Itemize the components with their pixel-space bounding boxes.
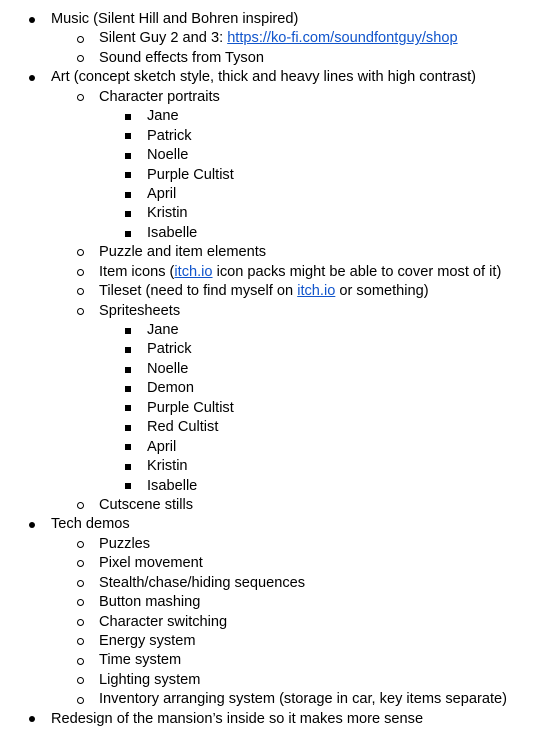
list-item-text	[99, 282, 429, 301]
text-run: Patrick	[147, 127, 192, 144]
square-bullet-icon	[121, 399, 135, 418]
list-item	[0, 49, 539, 68]
circle-bullet-icon	[73, 632, 87, 651]
text-run: Red Cultist	[147, 419, 219, 436]
text-run: Kristin	[147, 205, 188, 222]
list-item	[0, 263, 539, 282]
list-item-text	[99, 535, 150, 554]
text-run: Noelle	[147, 147, 189, 164]
text-run: Puzzle and item elements	[99, 244, 267, 261]
square-bullet-icon	[121, 457, 135, 476]
square-bullet-icon	[121, 360, 135, 379]
list-item-text	[99, 671, 200, 690]
list-item	[0, 438, 539, 457]
list-item	[0, 146, 539, 165]
text-run: Jane	[147, 322, 179, 338]
list-item-text	[147, 224, 197, 243]
list-item	[0, 224, 539, 243]
list-item	[0, 671, 539, 690]
text-run: Noelle	[147, 360, 189, 377]
square-bullet-icon	[121, 418, 135, 437]
text-run: Kristin	[147, 458, 188, 475]
list-item	[0, 340, 539, 359]
list-item-text	[147, 204, 188, 223]
text-run: Tileset (need to find myself on	[99, 283, 298, 300]
text-run: Patrick	[147, 341, 192, 358]
hyperlink[interactable]: itch.io	[174, 263, 213, 280]
list-item-text	[147, 127, 192, 146]
circle-bullet-icon	[73, 496, 87, 515]
circle-bullet-icon	[73, 88, 87, 107]
list-item	[0, 29, 539, 48]
disc-bullet-icon	[25, 515, 39, 534]
list-item	[0, 457, 539, 476]
text-run: icon packs might be able to cover most of it)	[212, 263, 502, 280]
list-item-text	[99, 574, 305, 593]
disc-bullet-icon	[25, 68, 39, 87]
text-run: Tech demos	[51, 516, 130, 533]
list-item	[0, 10, 539, 29]
text-run: Purple Cultist	[147, 399, 234, 416]
list-item-text	[147, 379, 194, 398]
text-run: Puzzles	[99, 535, 151, 552]
list-item	[0, 243, 539, 262]
square-bullet-icon	[121, 224, 135, 243]
text-run: or something)	[335, 283, 429, 300]
square-bullet-icon	[121, 146, 135, 165]
list-item-text	[99, 651, 181, 670]
text-run: Pixel movement	[99, 555, 203, 572]
square-bullet-icon	[121, 379, 135, 398]
list-item-text	[99, 496, 193, 515]
circle-bullet-icon	[73, 49, 87, 68]
square-bullet-icon	[121, 321, 135, 340]
circle-bullet-icon	[73, 535, 87, 554]
text-run: Lighting system	[99, 671, 201, 688]
list-item-text	[147, 146, 188, 165]
text-run: Demon	[147, 380, 195, 397]
list-item-text	[51, 710, 423, 729]
list-item	[0, 282, 539, 301]
list-item-text	[99, 632, 196, 651]
list-item	[0, 632, 539, 651]
list-item	[0, 574, 539, 593]
list-item-text	[147, 399, 234, 418]
list-item	[0, 360, 539, 379]
text-run: Purple Cultist	[147, 166, 234, 183]
list-item	[0, 554, 539, 573]
circle-bullet-icon	[73, 554, 87, 573]
list-item	[0, 496, 539, 515]
text-run: Button mashing	[99, 594, 201, 611]
circle-bullet-icon	[73, 282, 87, 301]
list-item	[0, 593, 539, 612]
list-item	[0, 107, 539, 126]
hyperlink[interactable]: itch.io	[297, 283, 336, 300]
list-item-text	[99, 88, 220, 107]
text-run: Character switching	[99, 613, 228, 630]
list-item	[0, 710, 539, 729]
list-item-text	[99, 302, 180, 321]
hyperlink[interactable]: https://ko-fi.com/soundfontguy/shop	[227, 30, 458, 47]
square-bullet-icon	[121, 185, 135, 204]
disc-bullet-icon	[25, 710, 39, 729]
circle-bullet-icon	[73, 29, 87, 48]
text-run: Jane	[147, 108, 179, 125]
square-bullet-icon	[121, 340, 135, 359]
circle-bullet-icon	[73, 302, 87, 321]
list-item	[0, 68, 539, 87]
list-item-text	[147, 477, 197, 496]
circle-bullet-icon	[73, 263, 87, 282]
list-item-text	[99, 29, 458, 48]
list-item-text	[147, 340, 192, 359]
text-run: Isabelle	[147, 224, 198, 241]
list-item-text	[99, 613, 227, 632]
disc-bullet-icon	[25, 10, 39, 29]
list-item	[0, 166, 539, 185]
list-item-text	[147, 438, 176, 457]
document-body	[0, 10, 539, 729]
list-item-text	[51, 68, 476, 87]
square-bullet-icon	[121, 204, 135, 223]
list-item-text	[147, 360, 188, 379]
list-item-text	[147, 418, 218, 437]
list-item	[0, 535, 539, 554]
circle-bullet-icon	[73, 243, 87, 262]
list-item-text	[99, 554, 203, 573]
text-run: Spritesheets	[99, 302, 181, 319]
text-run: Item icons (	[99, 263, 175, 280]
text-run: Stealth/chase/hiding sequences	[99, 574, 306, 591]
text-run: Sound effects from Tyson	[99, 49, 264, 66]
list-item	[0, 379, 539, 398]
circle-bullet-icon	[73, 613, 87, 632]
text-run: April	[147, 438, 177, 455]
circle-bullet-icon	[73, 690, 87, 709]
list-item-text	[99, 49, 264, 68]
list-item	[0, 399, 539, 418]
list-item	[0, 302, 539, 321]
text-run: Time system	[99, 652, 182, 669]
list-item	[0, 185, 539, 204]
list-item-text	[51, 515, 130, 534]
list-item-text	[51, 10, 298, 29]
list-item-text	[99, 593, 200, 612]
list-item	[0, 321, 539, 340]
list-item	[0, 418, 539, 437]
list-item	[0, 690, 539, 709]
text-run: Energy system	[99, 633, 196, 649]
list-item-text	[147, 321, 179, 340]
list-item-text	[99, 263, 501, 282]
text-run: Inventory arranging system (storage in car, key items separate)	[99, 691, 507, 708]
text-run: Silent Guy 2 and 3:	[99, 30, 228, 47]
list-item-text	[99, 690, 507, 709]
text-run: Isabelle	[147, 477, 198, 494]
square-bullet-icon	[121, 438, 135, 457]
square-bullet-icon	[121, 477, 135, 496]
list-item-text	[147, 457, 188, 476]
list-item-text	[99, 243, 266, 262]
list-item-text	[147, 107, 179, 126]
list-item-text	[147, 166, 234, 185]
square-bullet-icon	[121, 127, 135, 146]
text-run: Redesign of the mansion’s inside so it makes more sense	[51, 710, 424, 727]
list-item	[0, 515, 539, 534]
text-run: April	[147, 185, 177, 202]
text-run: Character portraits	[99, 88, 220, 105]
list-item	[0, 88, 539, 107]
list-item-text	[147, 185, 176, 204]
square-bullet-icon	[121, 166, 135, 185]
text-run: Art (concept sketch style, thick and heavy lines with high contrast)	[51, 69, 477, 86]
square-bullet-icon	[121, 107, 135, 126]
list-item	[0, 204, 539, 223]
text-run: Cutscene stills	[99, 496, 194, 513]
circle-bullet-icon	[73, 593, 87, 612]
circle-bullet-icon	[73, 651, 87, 670]
circle-bullet-icon	[73, 671, 87, 690]
list-item	[0, 651, 539, 670]
text-run: Music (Silent Hill and Bohren inspired)	[51, 11, 299, 27]
list-item	[0, 477, 539, 496]
list-item	[0, 613, 539, 632]
list-item	[0, 127, 539, 146]
circle-bullet-icon	[73, 574, 87, 593]
